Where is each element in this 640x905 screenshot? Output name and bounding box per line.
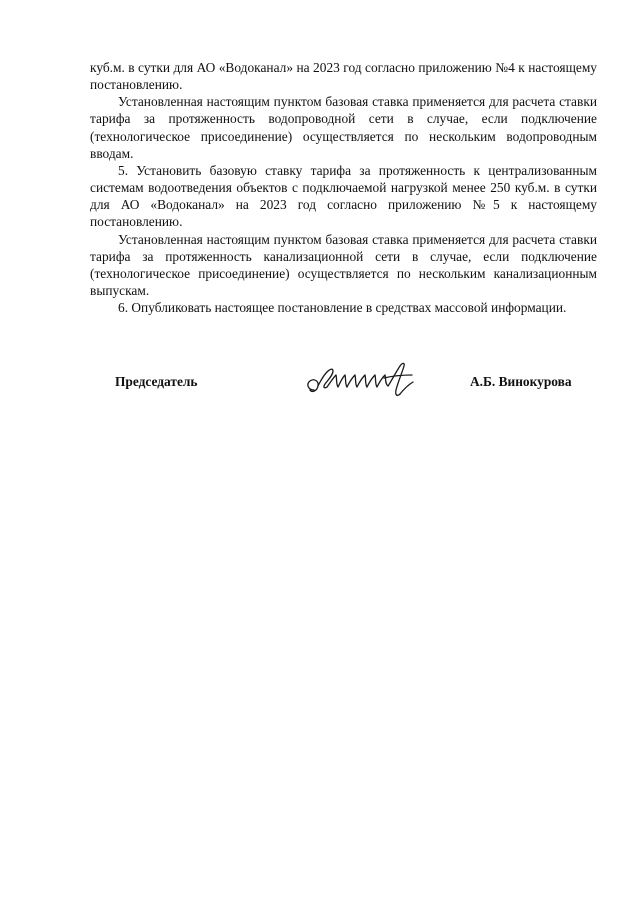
paragraph-item-6: 6. Опубликовать настоящее постановление в средствах массовой информации. [118, 300, 567, 316]
handwritten-signature [300, 356, 430, 402]
signature-block [0, 356, 640, 406]
signatory-title: Председатель [115, 374, 198, 389]
paragraph-continuation: куб.м. в сутки для АО «Водоканал» на 2023 год согласно приложению №4 к настоящему постановлению. [90, 60, 597, 93]
paragraph-water-rate-note: Установленная настоящим пунктом базовая ставка применяется для расчета ставки тарифа за протяженность водопроводной сети в случае, если подключение (технологическое присоединение) осуществляется по нескольким водопроводным вводам. [90, 94, 597, 161]
paragraph-item-5: 5. Установить базовую ставку тарифа за протяженность к централизованным системам водоотведения объектов с подключаемой нагрузкой менее 250 куб.м. в сутки для АО «Водоканал» на 2023 год согласно приложению №5 к настоящему постановлению. [90, 162, 597, 230]
signatory-name: А.Б. Винокурова [470, 374, 572, 389]
document-body [90, 59, 597, 316]
paragraph-sewer-rate-note: Установленная настоящим пунктом базовая ставка применяется для расчета ставки тарифа за протяженность канализационной сети в случае, если подключение (технологическое присоединение) осуществляется по нескольким канализационным выпускам. [90, 231, 597, 299]
